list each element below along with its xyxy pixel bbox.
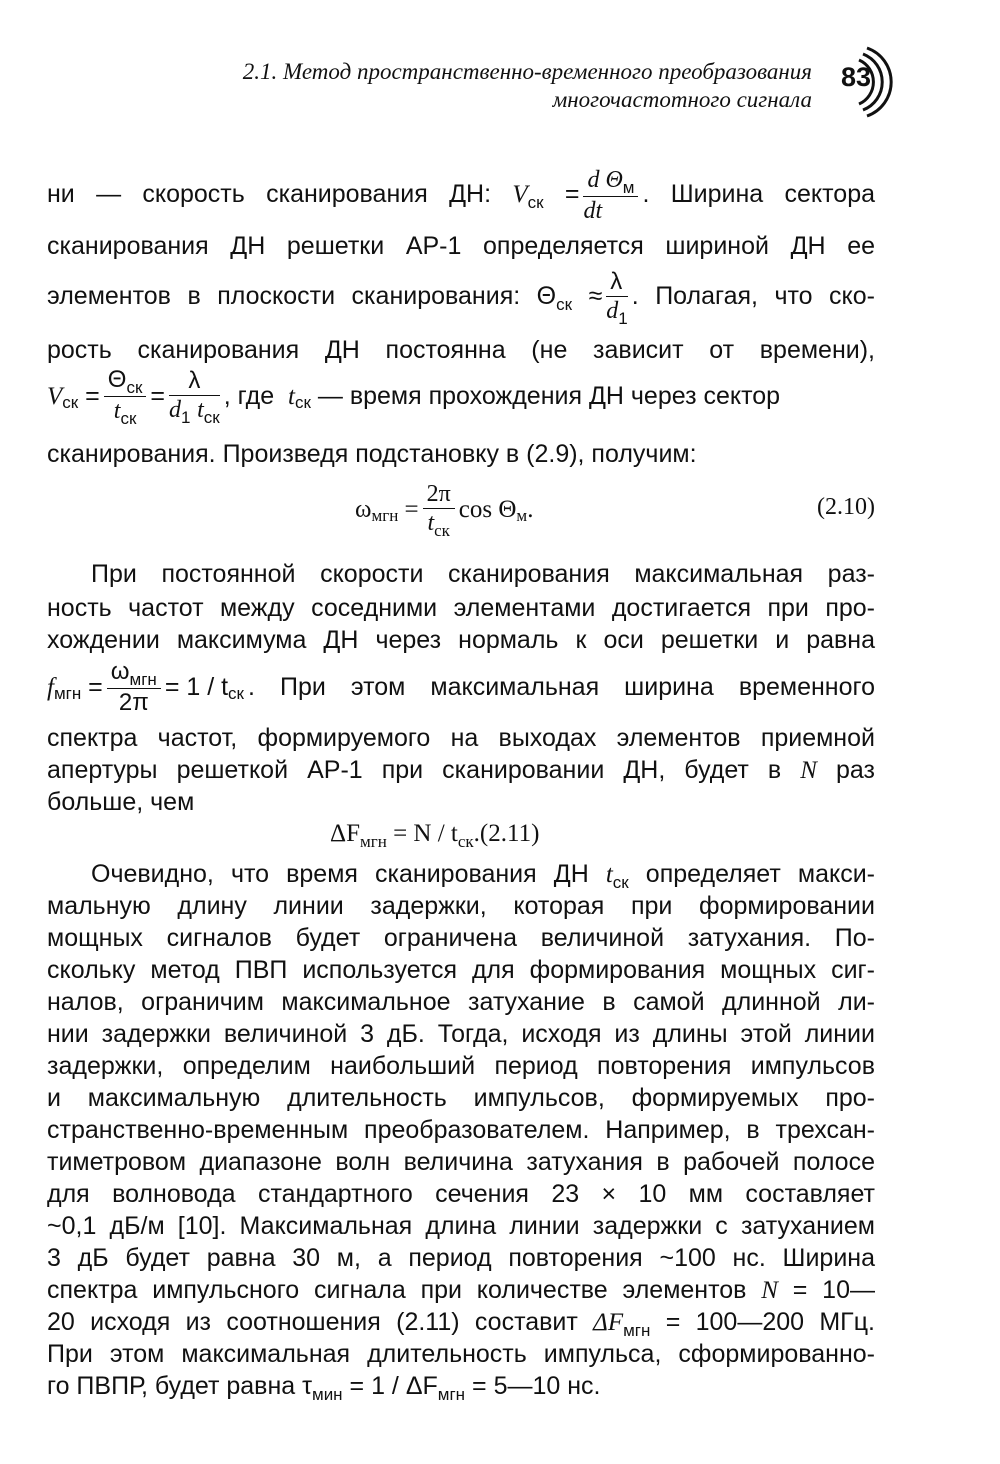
text-span: ни — скорость сканирования ДН:: [47, 180, 492, 209]
subscript: ск: [228, 683, 244, 703]
text-line: f мгн = $\frac{\omega_{мгн}}{2\pi}$ = 1 / t ск . При этом максимальная ширина временного: [47, 658, 875, 716]
subscript: ск: [120, 409, 137, 428]
subscript: ск: [294, 392, 311, 412]
text-line-2: сканирования ДН решетки АР-1 определяется шириной ДН ее: [47, 232, 875, 260]
eq-symbol: = 1 / ΔF: [349, 1372, 438, 1400]
denominator: dt: [583, 198, 603, 224]
subscript: ск: [62, 392, 79, 412]
page-number-badge: [815, 42, 895, 122]
text-span: 20 исходя из соотношения (2.11) составит: [47, 1308, 578, 1336]
text-line: ~0,1 дБ/м [10]. Максимальная длина линии задержки с затуханием: [47, 1212, 875, 1240]
text-line: для волновода стандартного сечения 23 × 10 мм составляет: [47, 1180, 875, 1208]
denominator: d: [606, 298, 619, 324]
subscript: мгн: [371, 505, 399, 525]
fraction: [606, 268, 627, 327]
text-line: мощных сигналов будет ограничена величиной затухания. По-: [47, 924, 875, 952]
text-span: . Полагая, что ско-: [631, 282, 875, 311]
numerator: λ: [606, 268, 627, 297]
equation-number-2-10: (2.10): [817, 494, 875, 520]
text-line-4: рость сканирования ДН постоянна (не зависит от времени),: [47, 336, 875, 364]
text-line: и максимальную длительность импульсов, формируемых про-: [47, 1084, 875, 1112]
equation-2-11: [330, 820, 540, 851]
text-span: = 5—10 нс.: [472, 1372, 601, 1400]
subscript: 1: [618, 309, 628, 328]
text-line: [47, 1372, 875, 1404]
text-span: определяет макси-: [645, 860, 875, 888]
subscript: ск: [527, 193, 544, 213]
header-line-2: многочастотного сигнала: [552, 87, 812, 112]
eq-symbol: ΔF: [330, 820, 360, 847]
var-f: f: [47, 673, 54, 701]
text-span: раз: [836, 756, 876, 784]
text-span: , где: [223, 382, 275, 410]
running-header: [243, 58, 812, 114]
text-line: нии задержки величиной 3 дБ. Тогда, исходя из длины этой линии: [47, 1020, 875, 1048]
text-line-1: ни — скорость сканирования ДН: $V_{ск}$ = $\frac{d \Theta_м}{dt}$ . Ширина сектора: [47, 167, 875, 224]
equation-number-2-11: .(2.11): [473, 820, 540, 847]
text-line: спектра частот, формируемого на выходах элементов приемной: [47, 724, 875, 752]
var-f: ΔF: [593, 1309, 624, 1336]
numerator: λ: [169, 367, 220, 396]
var-n: N: [761, 1277, 778, 1304]
equation-2-10: ω мгн = $\frac{2\pi}{t_{ск}}$ cos Θ м .: [355, 481, 534, 540]
numerator: 2π: [423, 480, 455, 509]
subscript: ск: [457, 832, 474, 851]
text-span: элементов в плоскости сканирования: Θ: [47, 282, 557, 311]
subscript: ск: [434, 521, 450, 540]
numerator: d Θ: [587, 167, 623, 193]
text-line-5: V ск = $\frac{\Theta_{ск}}{t_{ск}}$ = $\frac{\lambda}{d_1 t_{ск}}$ , где t ск — время прохождения ДН через сектор: [47, 366, 781, 428]
text-line: больше, чем: [47, 788, 195, 816]
denominator: t: [113, 398, 121, 424]
text-line: мальную длину линии задержки, которая при формировании: [47, 892, 875, 920]
text-span: = 10—: [792, 1276, 875, 1304]
subscript: м: [516, 505, 528, 525]
eq-symbol: cos Θ: [458, 495, 517, 523]
text-span: апертуры решеткой АР-1 при сканировании ДН, будет в: [47, 756, 782, 784]
text-line: При этом максимальная длительность импульса, сформированно-: [47, 1340, 875, 1368]
subscript: ск: [126, 378, 143, 397]
fraction: [423, 480, 455, 539]
denominator: t: [197, 397, 204, 423]
subscript: ск: [556, 295, 573, 315]
text-line: задержки, определим наибольший период повторения импульсов: [47, 1052, 875, 1080]
denominator: 2π: [118, 689, 149, 716]
fraction: [107, 658, 161, 717]
subscript: м: [622, 178, 635, 197]
text-line: ность частот между соседними элементами достигается при про-: [47, 594, 875, 622]
eq-symbol: = N / t: [393, 820, 458, 847]
text-span: — время прохождения ДН через сектор: [317, 382, 781, 410]
text-line-3: элементов в плоскости сканирования: $\Theta_{ск}$ ≈ $\frac{\lambda}{d_1}$ . Полагая, что ско-: [47, 268, 875, 328]
text-span: спектра импульсного сигнала при количестве элементов: [47, 1276, 747, 1304]
eq-symbol: ω: [355, 495, 372, 523]
header-line-1: 2.1. Метод пространственно-временного преобразования: [242, 59, 812, 84]
text-span: го ПВПР, будет равна τ: [47, 1372, 312, 1400]
var-t: t: [605, 861, 613, 888]
text-span: . Ширина сектора: [642, 180, 875, 209]
text-line: тиметровом диапазоне волн величина затухания в рабочей полосе: [47, 1148, 875, 1176]
text-line: скольку метод ПВП используется для формирования мощных сиг-: [47, 956, 875, 984]
subscript: мин: [312, 1385, 343, 1404]
fraction: [583, 166, 638, 225]
subscript: ск: [203, 408, 220, 427]
numerator: ω: [110, 658, 130, 685]
text-line: [47, 756, 875, 785]
var-v: V: [512, 181, 528, 209]
denominator: t: [427, 510, 435, 536]
text-span: Очевидно, что время сканирования ДН: [91, 860, 589, 888]
subscript: мгн: [129, 670, 157, 689]
text-line: 3 дБ будет равна 30 м, а период повторения ~100 нс. Ширина: [47, 1244, 875, 1272]
subscript: 1: [180, 408, 191, 427]
text-span: = 100—200 МГц.: [665, 1308, 875, 1336]
text-span: . При этом максимальная ширина временного: [247, 673, 875, 701]
text-line: При постоянной скорости сканирования максимальная раз-: [91, 560, 875, 588]
fraction: [169, 367, 220, 426]
subscript: ск: [612, 873, 629, 892]
fraction: [104, 366, 147, 427]
denominator: d: [168, 397, 181, 423]
subscript: мгн: [437, 1385, 466, 1404]
var-v: V: [47, 382, 63, 410]
text-line: странственно-временным преобразователем. Например, в трехсан-: [47, 1116, 875, 1144]
text-line-6: сканирования. Произведя подстановку в (2.9), получим:: [47, 440, 697, 468]
text-line: [47, 860, 875, 892]
var-t: t: [288, 382, 295, 410]
text-line: [47, 1276, 875, 1305]
text-line: [47, 1308, 875, 1340]
numerator: Θ: [107, 366, 127, 393]
subscript: мгн: [53, 683, 82, 703]
subscript: мгн: [359, 832, 387, 851]
page-number: 83: [841, 62, 872, 92]
text-line: налов, ограничим максимальное затухание в самой длинной ли-: [47, 988, 875, 1016]
text-line: хождении максимума ДН через нормаль к оси решетки и равна: [47, 626, 875, 654]
var-n: N: [800, 757, 817, 784]
eq-symbol: = 1 / t: [164, 673, 229, 701]
subscript: мгн: [623, 1321, 651, 1340]
